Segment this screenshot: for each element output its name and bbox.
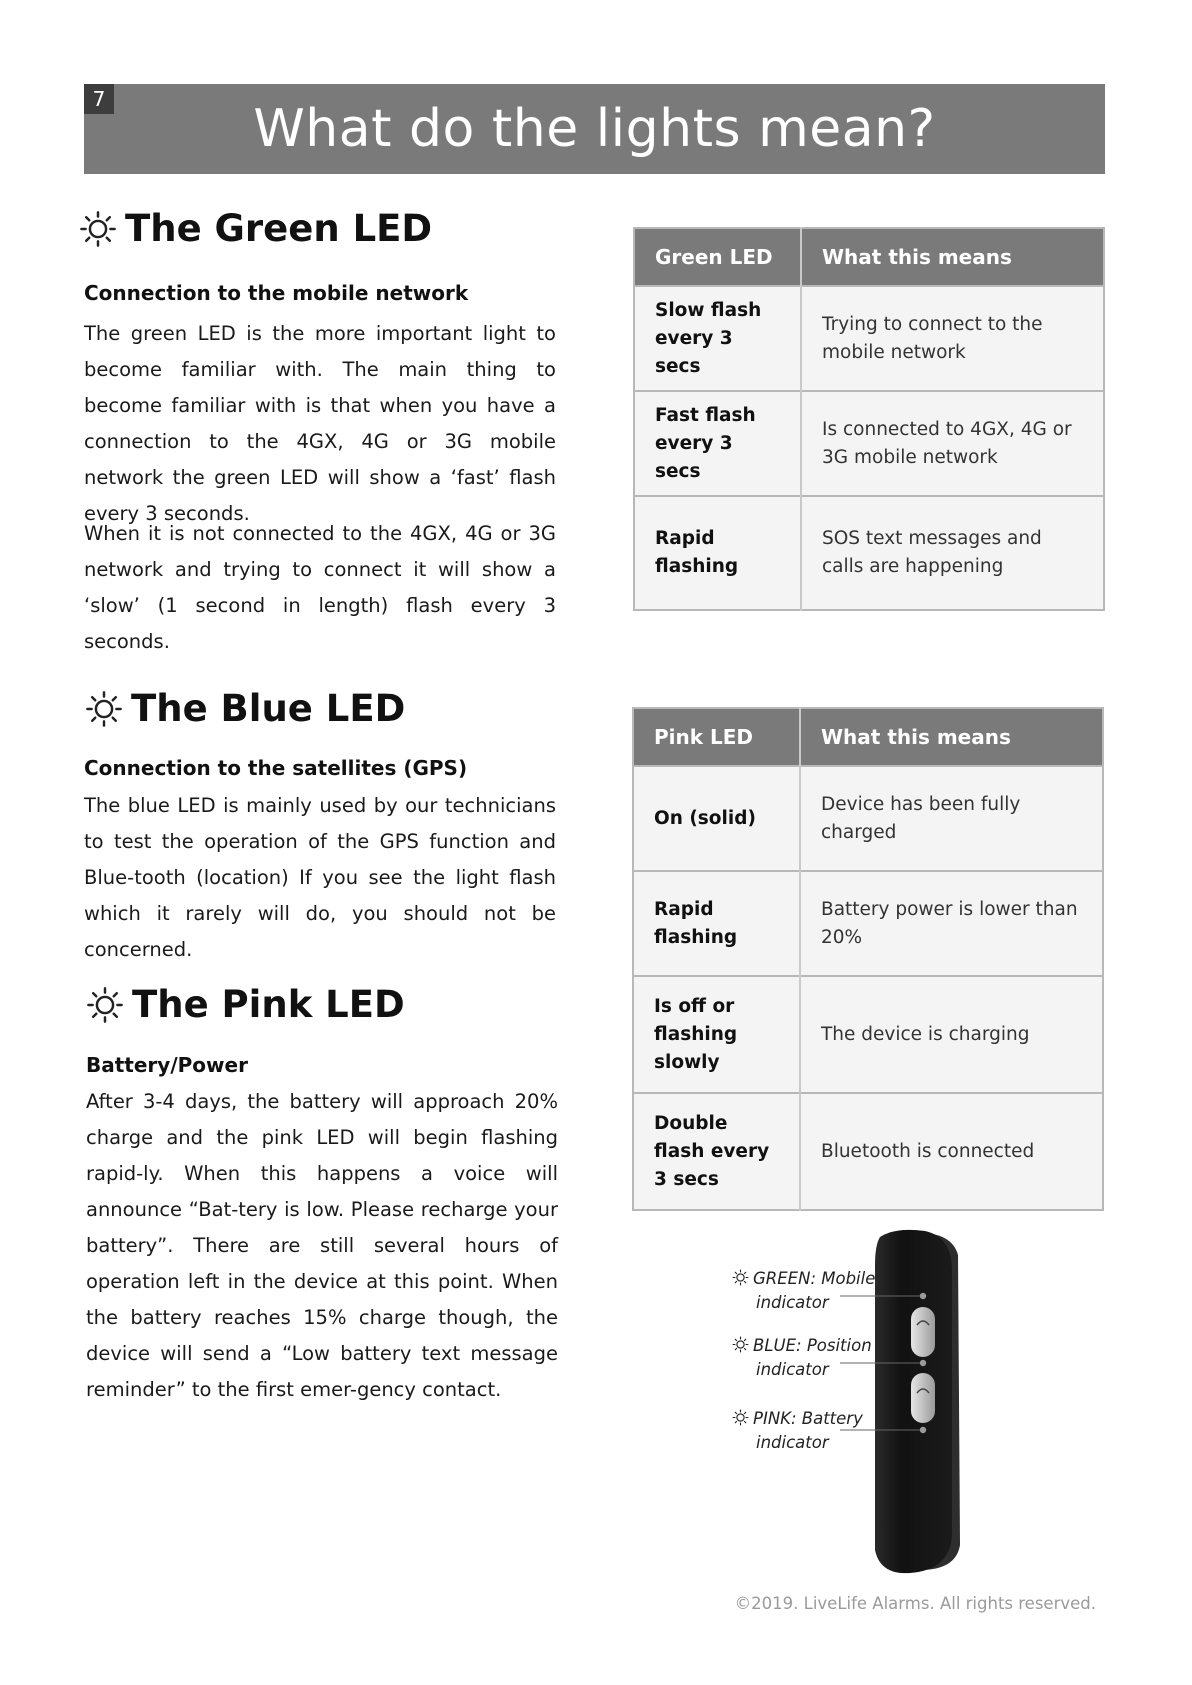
table-cell-state: Double flash every 3 secs xyxy=(633,1093,800,1210)
table-cell-meaning: Trying to connect to the mobile network xyxy=(801,286,1104,391)
table-cell-state: Slow flash every 3 secs xyxy=(634,286,801,391)
sun-icon xyxy=(79,210,117,248)
table-header-cell: Green LED xyxy=(634,228,801,286)
table-row xyxy=(633,871,1103,976)
table-cell-state: Fast flash every 3 secs xyxy=(634,391,801,496)
blue-indicator-callout xyxy=(732,1334,872,1382)
table-row xyxy=(634,286,1104,391)
green-led-heading-text: The Green LED xyxy=(125,207,433,250)
table-cell-meaning: The device is charging xyxy=(800,976,1103,1093)
table-cell-state: On (solid) xyxy=(633,766,800,871)
blue-led-paragraph: The blue LED is mainly used by our technicians to test the operation of the GPS function and Blue-tooth (location) If you see the light flash which it rarely will do, you should not be concerned. xyxy=(84,794,556,961)
table-cell-meaning: Bluetooth is connected xyxy=(800,1093,1103,1210)
pink-led-heading xyxy=(86,983,405,1026)
table-cell-meaning: Battery power is lower than 20% xyxy=(800,871,1103,976)
table-row xyxy=(634,391,1104,496)
table-cell-state: Rapid flashing xyxy=(633,871,800,976)
table-row xyxy=(634,496,1104,610)
blue-indicator-label: BLUE: Position xyxy=(753,1336,872,1355)
blue-led-subheading: Connection to the satellites (GPS) xyxy=(84,756,468,780)
blue-indicator-label-2: indicator xyxy=(756,1360,829,1379)
green-indicator-label-2: indicator xyxy=(756,1293,829,1312)
green-led-table xyxy=(633,227,1105,611)
table-header-cell: Pink LED xyxy=(633,708,800,766)
table-cell-meaning: Device has been fully charged xyxy=(800,766,1103,871)
pink-led-subheading: Battery/Power xyxy=(86,1053,248,1077)
table-header-row xyxy=(633,708,1103,766)
pink-indicator-callout xyxy=(732,1407,863,1455)
blue-led-heading xyxy=(85,687,405,730)
pink-led-paragraph: After 3-4 days, the battery will approach 20% charge and the pink LED will begin flashing rapid-ly. When this happens a voice will announce “Bat-tery is low. Please recharge your battery”. There are still several hours of operation left in the device at this point. When the battery reaches 15% charge though, the device will send a “Low battery text message reminder” to the first emer-gency contact. xyxy=(86,1090,558,1401)
page-number: 7 xyxy=(84,84,114,114)
pink-indicator-label: PINK: Battery xyxy=(753,1409,863,1428)
page-title: What do the lights mean? xyxy=(253,99,936,159)
pink-indicator-label-2: indicator xyxy=(756,1433,829,1452)
blue-led-heading-text: The Blue LED xyxy=(131,687,406,730)
table-cell-state: Is off or flashing slowly xyxy=(633,976,800,1093)
pink-led-table xyxy=(632,707,1104,1211)
table-cell-meaning: SOS text messages and calls are happening xyxy=(801,496,1104,610)
table-row xyxy=(633,1093,1103,1210)
table-row xyxy=(633,766,1103,871)
table-header-cell: What this means xyxy=(801,228,1104,286)
sun-icon xyxy=(732,1269,749,1286)
table-cell-state: Rapid flashing xyxy=(634,496,801,610)
green-led-heading xyxy=(79,207,432,250)
sun-icon xyxy=(732,1409,749,1426)
green-led-paragraph-1: The green LED is the more important light to become familiar with. The main thing to become familiar with is that when you have a connection to the 4GX, 4G or 3G mobile network the green LED will show a ‘fast’ flash every 3 seconds. xyxy=(84,322,556,525)
table-header-cell: What this means xyxy=(800,708,1103,766)
device-illustration xyxy=(720,1225,980,1575)
pink-led-heading-text: The Pink LED xyxy=(132,983,405,1026)
green-indicator-label: GREEN: Mobile xyxy=(753,1269,876,1288)
sun-icon xyxy=(85,690,123,728)
page-header-banner xyxy=(84,84,1105,174)
table-row xyxy=(633,976,1103,1093)
sun-icon xyxy=(732,1336,749,1353)
green-led-subheading: Connection to the mobile network xyxy=(84,281,469,305)
table-cell-meaning: Is connected to 4GX, 4G or 3G mobile network xyxy=(801,391,1104,496)
table-header-row xyxy=(634,228,1104,286)
green-indicator-callout xyxy=(732,1267,875,1315)
copyright-footer: ©2019. LiveLife Alarms. All rights reserved. xyxy=(734,1594,1096,1613)
green-led-paragraph-2: When it is not connected to the 4GX, 4G or 3G network and trying to connect it will show a ‘slow’ (1 second in length) flash every 3 seconds. xyxy=(84,522,556,653)
sun-icon xyxy=(86,986,124,1024)
